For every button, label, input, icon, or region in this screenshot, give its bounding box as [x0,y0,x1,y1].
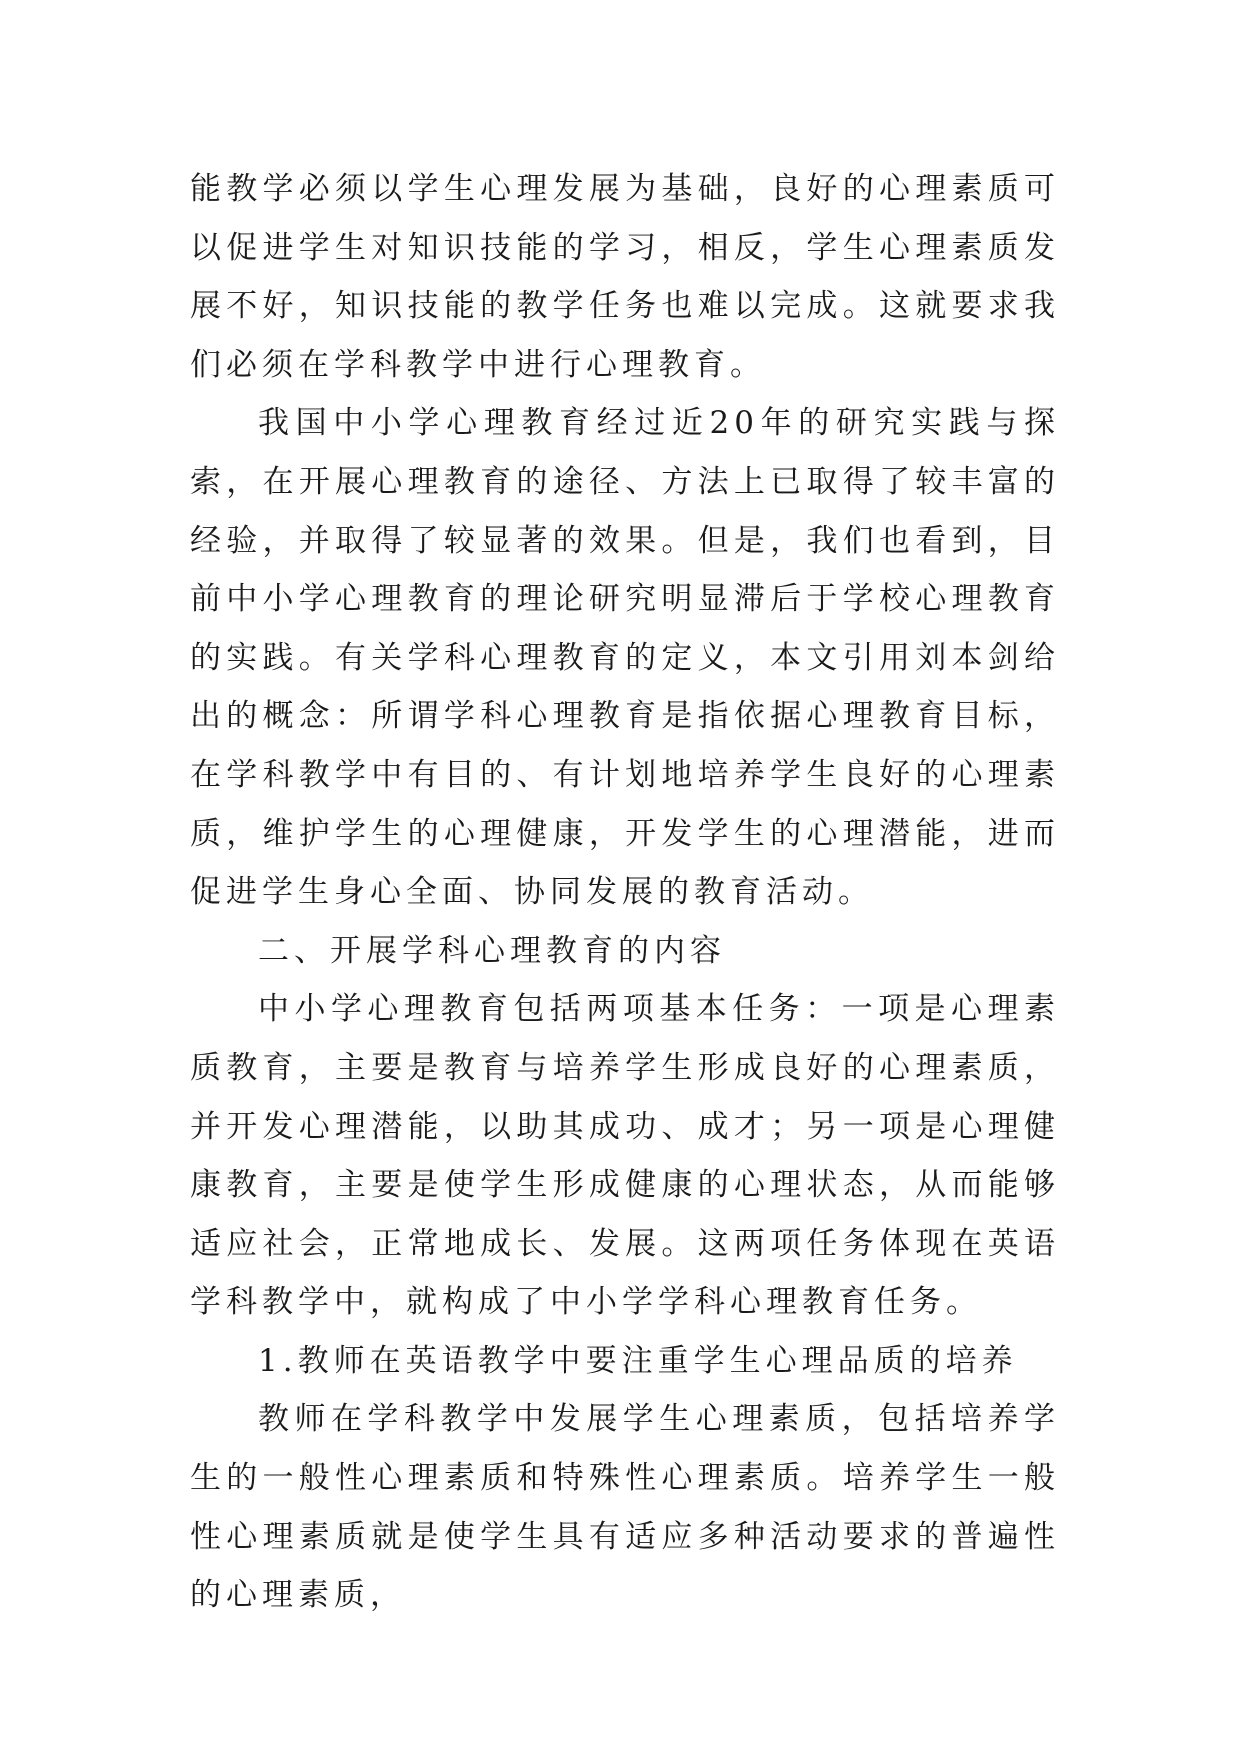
subsection-heading: 1.教师在英语教学中要注重学生心理品质的培养 [258,1342,1018,1379]
paragraph-definition: 我国中小学心理教育经过近20年的研究实践与探索，在开展心理教育的途径、方法上已取得了较丰富的经验，并取得了较显著的效果。但是，我们也看到，目前中小学心理教育的理论研究明显滞后于学校心理教育的实践。有关学科心理教育的定义，本文引用刘本剑给出的概念：所谓学科心理教育是指依据心理教育目标，在学科教学中有目的、有计划地培养学生良好的心理素质，维护学生的心理健康，开发学生的心理潜能，进而促进学生身心全面、协同发展的教育活动。 [190,405,1060,911]
paragraph-continuation: 能教学必须以学生心理发展为基础，良好的心理素质可以促进学生对知识技能的学习，相反，学生心理素质发展不好，知识技能的教学任务也难以完成。这就要求我们必须在学科教学中进行心理教育。 [190,171,1060,383]
paragraph-tasks: 中小学心理教育包括两项基本任务：一项是心理素质教育，主要是教育与培养学生形成良好的心理素质，并开发心理潜能，以助其成功、成才；另一项是心理健康教育，主要是使学生形成健康的心理状态，从而能够适应社会，正常地成长、发展。这两项任务体现在英语学科教学中，就构成了中小学学科心理教育任务。 [190,991,1060,1321]
section-heading: 二、开展学科心理教育的内容 [258,932,726,969]
paragraph-qualities: 教师在学科教学中发展学生心理素质，包括培养学生的一般性心理素质和特殊性心理素质。培养学生一般性心理素质就是使学生具有适应多种活动要求的普遍性的心理素质， [190,1401,1060,1614]
document-body [190,160,1060,1625]
